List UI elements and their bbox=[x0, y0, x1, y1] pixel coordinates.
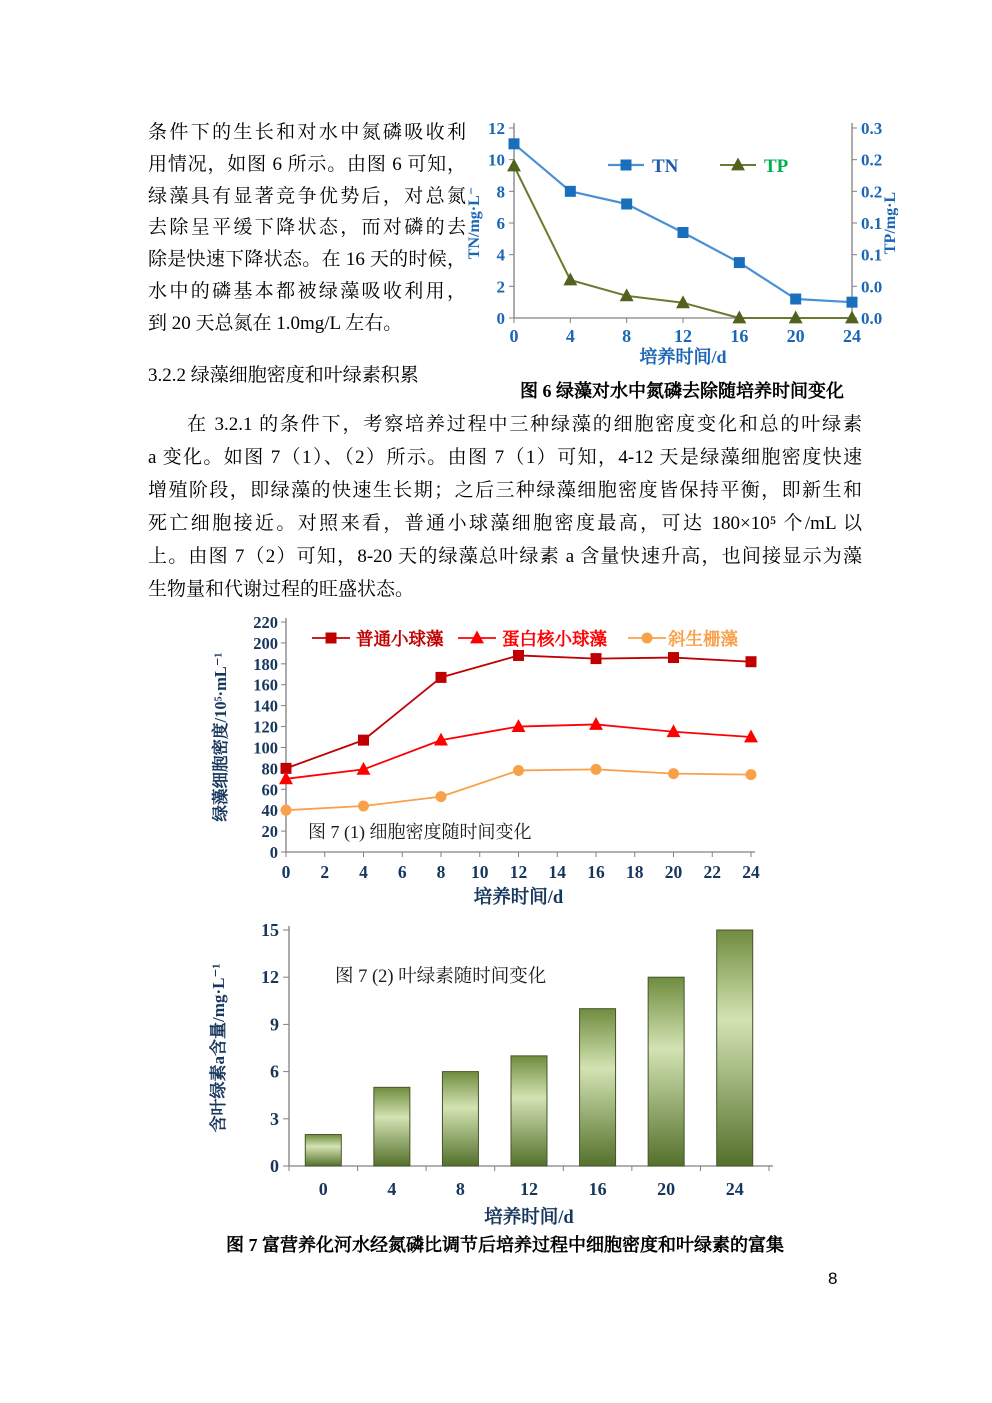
svg-text:培养时间/d: 培养时间/d bbox=[639, 347, 727, 367]
svg-text:16: 16 bbox=[730, 326, 749, 346]
svg-text:12: 12 bbox=[509, 862, 528, 882]
svg-text:蛋白核小球藻: 蛋白核小球藻 bbox=[502, 629, 607, 649]
text-line: 水中的磷基本都被绿藻吸收利用， bbox=[148, 280, 466, 302]
svg-text:140: 140 bbox=[253, 696, 278, 716]
svg-text:0: 0 bbox=[509, 326, 519, 346]
svg-text:0.2: 0.2 bbox=[861, 150, 883, 170]
figure6-svg bbox=[466, 110, 898, 372]
svg-text:20: 20 bbox=[657, 1179, 676, 1199]
svg-text:2: 2 bbox=[320, 862, 330, 882]
svg-text:16: 16 bbox=[588, 1179, 607, 1199]
svg-text:TN: TN bbox=[652, 156, 679, 177]
text-line: 绿藻具有显著竞争优势后，对总氮 bbox=[148, 185, 466, 207]
svg-text:0: 0 bbox=[270, 1156, 279, 1176]
svg-text:14: 14 bbox=[548, 862, 566, 882]
svg-text:180: 180 bbox=[253, 654, 278, 674]
svg-text:12: 12 bbox=[261, 967, 279, 988]
svg-text:20: 20 bbox=[664, 862, 683, 882]
body-paragraph bbox=[148, 408, 862, 606]
svg-text:0: 0 bbox=[269, 843, 278, 862]
text-line: 用情况，如图 6 所示。由图 6 可知， bbox=[148, 153, 466, 175]
svg-text:0.2: 0.2 bbox=[861, 182, 883, 202]
text-line: 增殖阶段，即绿藻的快速生长期；之后三种绿藻细胞密度皆保持平衡，即新生和 bbox=[148, 480, 862, 501]
svg-text:8: 8 bbox=[622, 326, 632, 346]
figure7-2-svg bbox=[203, 914, 803, 1230]
svg-text:40: 40 bbox=[261, 801, 278, 821]
svg-text:绿藻细胞密度/10⁵·mL⁻¹: 绿藻细胞密度/10⁵·mL⁻¹ bbox=[211, 652, 230, 822]
svg-text:10: 10 bbox=[488, 150, 505, 170]
svg-text:8: 8 bbox=[455, 1179, 465, 1199]
svg-text:0.1: 0.1 bbox=[861, 245, 883, 265]
svg-text:12: 12 bbox=[488, 119, 505, 138]
svg-text:10: 10 bbox=[471, 862, 489, 882]
svg-text:20: 20 bbox=[261, 822, 278, 842]
text-line: 到 20 天总氮在 1.0mg/L 左右。 bbox=[148, 312, 403, 334]
svg-text:20: 20 bbox=[786, 326, 805, 346]
figure7-caption: 图 7 富营养化河水经氮磷比调节后培养过程中细胞密度和叶绿素的富集 bbox=[226, 1235, 784, 1255]
svg-text:0.0: 0.0 bbox=[861, 277, 883, 297]
figure6-caption: 图 6 绿藻对水中氮磷去除随培养时间变化 bbox=[520, 381, 844, 401]
text-line: 去除呈平缓下降状态，而对磷的去 bbox=[148, 217, 466, 239]
svg-text:6: 6 bbox=[496, 214, 505, 233]
svg-text:4: 4 bbox=[565, 326, 575, 346]
svg-text:24: 24 bbox=[742, 862, 760, 882]
svg-text:图 7 (2) 叶绿素随时间变化: 图 7 (2) 叶绿素随时间变化 bbox=[335, 967, 547, 987]
svg-text:100: 100 bbox=[253, 738, 278, 758]
svg-text:图 7 (1) 细胞密度随时间变化: 图 7 (1) 细胞密度随时间变化 bbox=[308, 822, 532, 842]
svg-text:160: 160 bbox=[253, 675, 278, 695]
intro-paragraph bbox=[148, 117, 466, 340]
text-line: 上。由图 7（2）可知，8-20 天的绿藻总叶绿素 a 含量快速升高，也间接显示为藻 bbox=[148, 546, 862, 567]
svg-text:15: 15 bbox=[261, 920, 279, 940]
svg-text:含叶绿素a含量/mg·L⁻¹: 含叶绿素a含量/mg·L⁻¹ bbox=[209, 963, 228, 1133]
svg-text:3: 3 bbox=[270, 1108, 279, 1129]
svg-text:0.0: 0.0 bbox=[861, 309, 883, 328]
section-heading-3-2-2: 3.2.2 绿藻细胞密度和叶绿素积累 bbox=[148, 365, 419, 386]
svg-text:60: 60 bbox=[261, 780, 278, 800]
svg-text:4: 4 bbox=[387, 1179, 397, 1199]
figure7-1-svg bbox=[210, 610, 776, 914]
svg-text:12: 12 bbox=[674, 326, 692, 346]
figure6-chart bbox=[466, 110, 898, 377]
svg-text:0: 0 bbox=[318, 1179, 328, 1199]
svg-text:6: 6 bbox=[397, 862, 407, 882]
svg-text:TN/mg·L⁻: TN/mg·L⁻ bbox=[466, 186, 483, 260]
svg-text:TP: TP bbox=[764, 156, 789, 177]
svg-text:2: 2 bbox=[496, 277, 505, 297]
svg-text:6: 6 bbox=[270, 1061, 279, 1082]
svg-text:9: 9 bbox=[270, 1014, 279, 1035]
svg-text:24: 24 bbox=[843, 326, 861, 346]
svg-text:22: 22 bbox=[703, 862, 721, 882]
figure-6 bbox=[466, 110, 898, 403]
svg-text:80: 80 bbox=[261, 759, 278, 779]
svg-text:培养时间/d: 培养时间/d bbox=[484, 1208, 574, 1228]
text-line: 除是快速下降状态。在 16 天的时候， bbox=[148, 249, 466, 271]
svg-text:4: 4 bbox=[359, 862, 368, 882]
svg-text:12: 12 bbox=[520, 1179, 538, 1199]
text-line: 条件下的生长和对水中氮磷吸收利 bbox=[148, 122, 466, 143]
svg-text:0.3: 0.3 bbox=[861, 119, 883, 138]
svg-text:0: 0 bbox=[281, 862, 291, 882]
svg-text:220: 220 bbox=[253, 613, 278, 632]
svg-text:培养时间/d: 培养时间/d bbox=[473, 888, 564, 908]
svg-text:16: 16 bbox=[587, 862, 605, 882]
svg-text:普通小球藻: 普通小球藻 bbox=[356, 629, 444, 649]
svg-text:8: 8 bbox=[436, 862, 446, 882]
svg-text:0: 0 bbox=[496, 309, 505, 328]
svg-text:18: 18 bbox=[626, 862, 644, 882]
svg-text:24: 24 bbox=[725, 1179, 744, 1199]
text-line: 死亡细胞接近。对照来看，普通小球藻细胞密度最高，可达 180×10⁵ 个/mL 以 bbox=[148, 513, 862, 534]
svg-text:200: 200 bbox=[253, 633, 278, 653]
text-line: 生物量和代谢过程的旺盛状态。 bbox=[148, 579, 415, 600]
svg-text:0.1: 0.1 bbox=[861, 214, 883, 233]
figure7-2-chart bbox=[203, 914, 803, 1235]
svg-text:TP/mg·L: TP/mg·L bbox=[882, 191, 898, 255]
figure7-1-chart bbox=[210, 610, 776, 919]
svg-text:斜生栅藻: 斜生栅藻 bbox=[668, 629, 738, 649]
svg-text:4: 4 bbox=[496, 245, 505, 265]
svg-text:120: 120 bbox=[253, 717, 278, 737]
svg-text:8: 8 bbox=[496, 182, 505, 202]
text-line: a 变化。如图 7（1）、（2）所示。由图 7（1）可知，4-12 天是绿藻细胞密度快速 bbox=[148, 447, 862, 468]
page-number: 8 bbox=[828, 1269, 838, 1288]
text-line: 在 3.2.1 的条件下，考察培养过程中三种绿藻的细胞密度变化和总的叶绿素 bbox=[187, 414, 862, 435]
